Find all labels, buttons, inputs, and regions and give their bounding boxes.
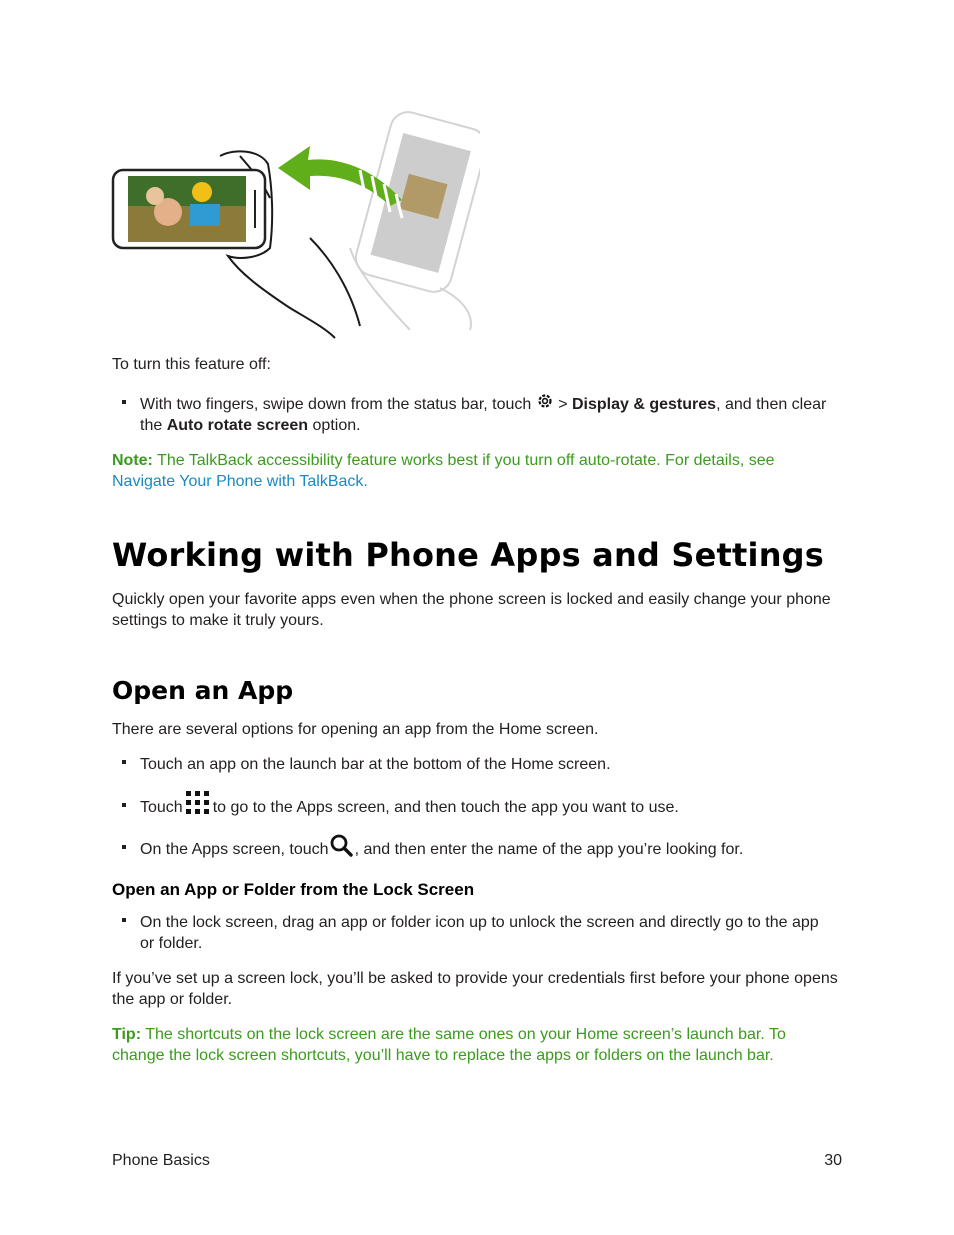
list-item-text: On the lock screen, drag an app or folder icon up to unlock the screen and directly go to the app or folder.: [140, 914, 819, 952]
apps-grid-icon: [184, 789, 212, 815]
footer-section-name: Phone Basics: [112, 1152, 210, 1169]
list-item-text: Touch to go to the Apps screen, and then touch the app you want to use.: [140, 797, 832, 818]
note-paragraph: Note: The TalkBack accessibility feature works best if you turn off auto-rotate. For details, see Navigate Your Phone with TalkBack.: [112, 452, 775, 490]
list-item: [122, 797, 832, 821]
bullet-marker: [122, 918, 126, 922]
subsection-heading-lock-screen: Open an App or Folder from the Lock Screen: [112, 880, 475, 899]
list-item: [122, 394, 832, 436]
bullet-marker: [122, 845, 126, 849]
tip-paragraph: Tip: The shortcuts on the lock screen are the same ones on your Home screen’s launch bar. To change the lock screen shortcuts, you’ll have to replace the apps or folders on the launch bar.: [112, 1026, 786, 1064]
rotate-phone-illustration: [110, 108, 480, 340]
page-number: 30: [824, 1152, 842, 1169]
turn-off-intro: To turn this feature off:: [112, 356, 271, 373]
list-item: [122, 754, 832, 775]
talkback-link[interactable]: Navigate Your Phone with TalkBack.: [112, 473, 368, 490]
bullet-marker: [122, 803, 126, 807]
section-heading-open-app: Open an App: [112, 676, 294, 705]
settings-gear-icon: [536, 392, 554, 410]
bullet-marker: [122, 760, 126, 764]
portrait-phone-ghost: [350, 108, 480, 330]
list-item: [122, 839, 832, 863]
list-item-text: On the Apps screen, touch , and then enter the name of the app you’re looking for.: [140, 839, 832, 860]
list-item: [122, 912, 832, 954]
landscape-phone: [113, 170, 265, 248]
open-app-intro: There are several options for opening an app from the Home screen.: [112, 721, 599, 738]
list-item-text: With two fingers, swipe down from the status bar, touch > Display & gestures, and then clear the Auto rotate screen option.: [140, 394, 832, 436]
page-title: Working with Phone Apps and Settings: [112, 536, 825, 574]
section-intro: Quickly open your favorite apps even when the phone screen is locked and easily change your phone settings to make it truly yours.: [112, 591, 831, 629]
search-icon: [329, 833, 355, 857]
list-item-text: Touch an app on the launch bar at the bottom of the Home screen.: [140, 756, 611, 773]
bullet-marker: [122, 400, 126, 404]
lock-screen-paragraph: If you’ve set up a screen lock, you’ll be asked to provide your credentials first before your phone opens the app or folder.: [112, 970, 838, 1008]
